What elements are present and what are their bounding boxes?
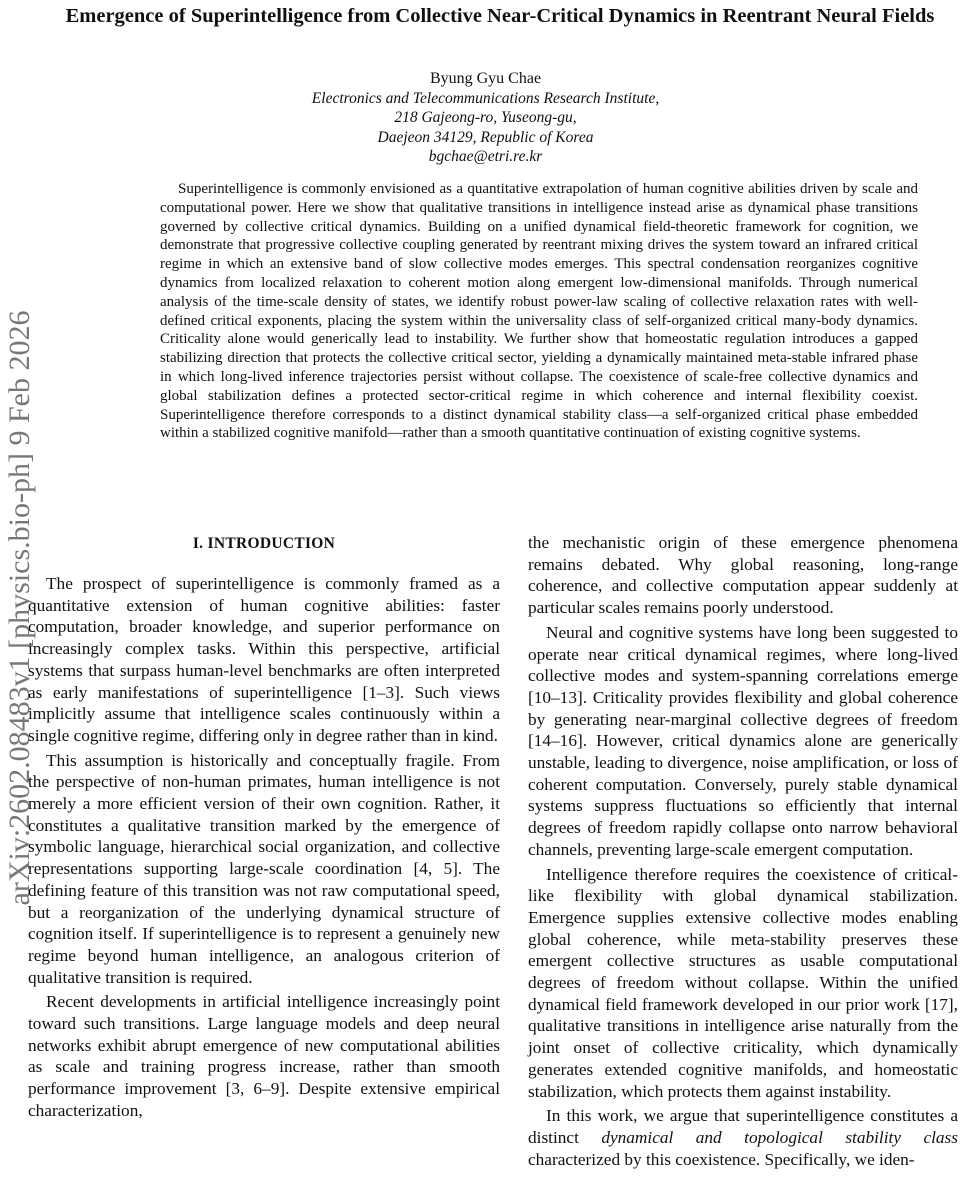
paragraph: Neural and cognitive systems have long been suggested to operate near critical dynamical regimes, where long-lived collective modes and system-spanning correlations emerge [10–13]. Criticality provides flexibility and global coherence by generating near-marginal collective degrees of freedom [14–16]. However, critical dynamics alone are generically unstable, leading to divergence, noise amplification, or loss of coherent computation. Conversely, purely stable dynamical systems suppress fluctuations so efficiently that internal degrees of freedom rapidly collapse onto narrow behavioral channels, preventing large-scale emergent computation.: [528, 622, 958, 859]
abstract: Superintelligence is commonly envisioned as a quantitative extrapolation of human cognitive abilities driven by scale and computational power. Here we show that qualitative transitions in intelligence instead arise as dynamical phase transitions governed by collective critical dynamics. Building on a unified dynamical field-theoretic framework for cognition, we demonstrate that progressive collective coupling generated by reentrant mixing drives the system toward an infrared critical regime in which an extensive band of slow collective modes emerges. This spectral condensation reorganizes cognitive dynamics from localized relaxation to coherent motion along emergent low-dimensional manifolds. Through numerical analysis of the time-scale density of states, we identify robust power-law scaling of collective relaxation rates with well-defined critical exponents, placing the system within the universality class of self-organized critical many-body dynamics. Criticality alone would generically lead to instability. We further show that homeostatic regulation introduces a gapped stabilizing direction that protects the collective critical sector, yielding a dynamically maintained meta-stable infrared phase in which long-lived inference trajectories persist without collapse. The coexistence of scale-free collective dynamics and global stabilization defines a protected sector-critical regime in which coherence and internal flexibility coexist. Superintelligence therefore corresponds to a distinct dynamical stability class—a self-organized critical phase embedded within a stabilized cognitive manifold—rather than a smooth quantitative continuation of existing cognitive systems.: [160, 181, 918, 442]
text-span: characterized by this coexistence. Specifically, we iden-: [528, 1149, 915, 1169]
author-email: bgchae@etri.re.kr: [428, 148, 543, 165]
paragraph: The prospect of superintelligence is commonly framed as a quantitative extension of human cognitive abilities: faster computation, broader knowledge, and superior performance on increasingly complex tasks. Within this perspective, artificial systems that surpass human-level benchmarks are often interpreted as early manifestations of superintelligence [1–3]. Such views implicitly assume that intelligence scales continuously within a single cognitive regime, differing only in degree rather than in kind.: [28, 574, 500, 745]
paragraph: Intelligence therefore requires the coexistence of critical-like flexibility with global dynamical stabilization. Emergence supplies extensive collective modes enabling global coherence, while meta-stability preserves these emergent collective structures as usable computational degrees of freedom without collapse. Within the unified dynamical field framework developed in our prior work [17], qualitative transitions in intelligence arise naturally from the joint onset of collective criticality, which dynamically generates extended cognitive manifolds, and homeostatic stabilization, which protects them against instability.: [528, 864, 958, 1101]
paragraph: This assumption is historically and conceptually fragile. From the perspective of non-human primates, human intelligence is not merely a more efficient version of their own cognition. Rather, it constitutes a qualitative transition marked by the emergence of symbolic language, hierarchical social organization, and collective representations supporting large-scale coordination [4, 5]. The defining feature of this transition was not raw computational speed, but a reorganization of the underlying dynamical structure of cognition itself. If superintelligence is to represent a genuinely new regime beyond human intelligence, an analogous criterion of qualitative transition is required.: [28, 750, 500, 987]
affiliation-line: 218 Gajeong-ro, Yuseong-gu,: [394, 109, 577, 126]
right-column: [528, 532, 958, 1170]
emphasis: dynamical and topological stability class: [601, 1127, 959, 1147]
author-name: Byung Gyu Chae: [429, 70, 542, 87]
affiliation-line: Daejeon 34129, Republic of Korea: [377, 128, 594, 146]
arxiv-identifier: arXiv:2602.08483v1 [physics.bio-ph] 9 Feb 2026: [3, 310, 36, 906]
section-heading: I. INTRODUCTION: [192, 535, 336, 552]
affiliation-line: Electronics and Telecommunications Research Institute,: [311, 89, 660, 107]
paragraph: Recent developments in artificial intelligence increasingly point toward such transitions. Large language models and deep neural networks exhibit abrupt emergence of new computational abilities as scale and training progress increase, rather than smooth performance improvement [3, 6–9]. Despite extensive empirical characterization,: [28, 992, 500, 1120]
author-block: [0, 69, 971, 167]
text-span: In this work, we argue that superintelligence constitutes a distinct: [528, 1106, 958, 1147]
paragraph: [528, 1105, 958, 1170]
paragraph: the mechanistic origin of these emergence phenomena remains debated. Why global reasoning, long-range coherence, and collective computation appear suddenly at particular scales remains poorly understood.: [528, 533, 958, 618]
left-column: [28, 573, 500, 1122]
paper-title: Emergence of Superintelligence from Collective Near-Critical Dynamics in Reentrant Neural Fields: [65, 5, 935, 27]
